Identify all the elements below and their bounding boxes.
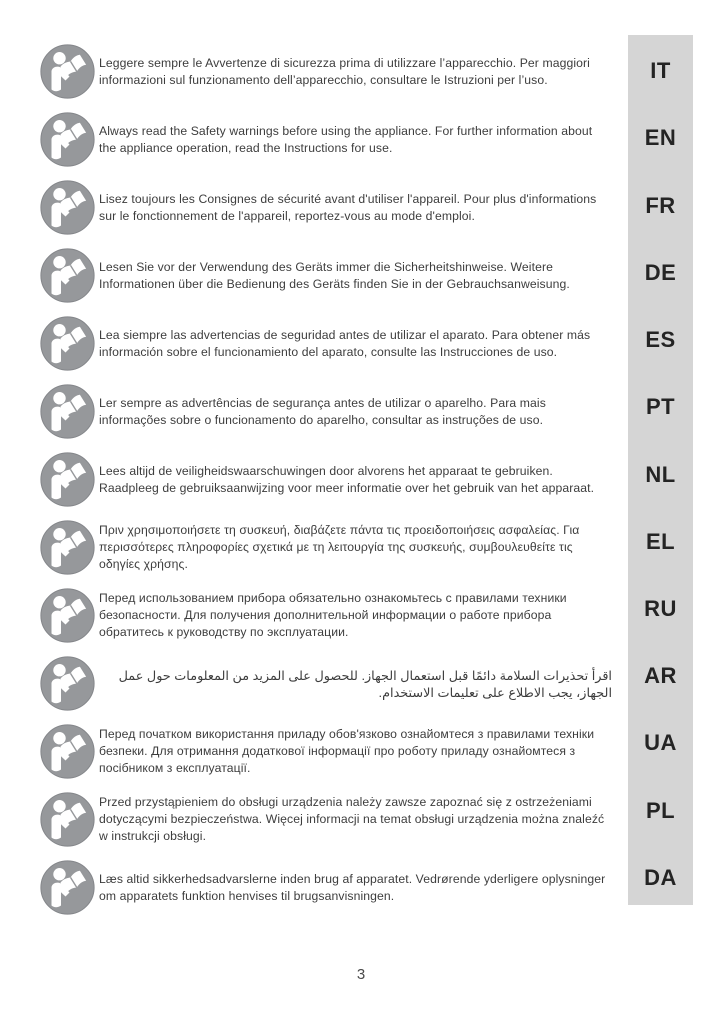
read-instructions-icon [40,792,95,847]
read-instructions-icon [40,384,95,439]
language-row [40,384,615,439]
safety-warning-text: Ler sempre as advertências de segurança antes de utilizar o aparelho. Para mais informações sobre o funcionamento do aparelho, consultar as instruções de uso. [99,395,546,427]
language-row [40,180,615,235]
language-row [40,452,615,507]
language-code-label: FR [645,192,676,218]
language-row [40,248,615,303]
language-code-label: DA [644,864,677,890]
safety-warning-text: Перед использованием прибора обязательно ознакомьтесь с правилами техники безопасности. Для получения дополнительной информации о работе прибора обратитесь к руководству по эксплуатации. [99,591,567,639]
read-instructions-icon [40,656,95,711]
language-row [40,112,615,167]
language-row [40,656,615,711]
read-instructions-icon [40,180,95,235]
language-code-label: UA [644,730,677,756]
language-row [40,44,615,99]
safety-warning-text: Πριν χρησιμοποιήσετε τη συσκευή, διαβάζετε πάντα τις προειδοποιήσεις ασφαλείας. Για περισσότερες πληροφορίες σχετικά με τη λειτουργία της συσκευής, συμβουλευθείτε τις οδηγίες χρήσης. [99,523,580,571]
read-instructions-icon [40,520,95,575]
safety-warning-text: Leggere sempre le Avvertenze di sicurezza prima di utilizzare l’apparecchio. Per maggiori informazioni sul funzionamento dell’apparecchio, consultare le Istruzioni per l’uso. [99,55,590,87]
language-rows [40,44,615,915]
read-instructions-icon [40,452,95,507]
language-code-label: AR [644,663,677,689]
read-instructions-icon [40,316,95,371]
safety-warning-text: Lea siempre las advertencias de seguridad antes de utilizar el aparato. Para obtener más información sobre el funcionamiento del aparato, consulte las Instrucciones de uso. [99,327,591,359]
read-instructions-icon [40,44,95,99]
language-code-label: ES [645,327,676,353]
read-instructions-icon [40,112,95,167]
safety-warning-text: Always read the Safety warnings before using the appliance. For further information about the appliance operation, read the Instructions for use. [99,123,593,155]
language-code-label: DE [644,259,677,285]
safety-warning-text: Lisez toujours les Consignes de sécurité avant d'utiliser l'appareil. Pour plus d'informations sur le fonctionnement de l'appareil, reportez-vous au mode d'emploi. [99,191,597,223]
read-instructions-icon [40,724,95,779]
language-row [40,792,615,847]
safety-warning-text: Lees altijd de veiligheidswaarschuwingen door alvorens het apparaat te gebruiken. Raadpleeg de gebruiksaanwijzing voor meer informatie over het gebruik van het apparaat. [99,463,595,495]
language-row [40,860,615,915]
safety-warning-text: Przed przystąpieniem do obsługi urządzenia należy zawsze zapoznać się z ostrzeżeniami dotyczącymi bezpieczeństwa. Więcej informacji na temat obsługi urządzenia można znaleźć w instrukcji obsługi. [99,795,605,843]
language-code-label: EL [645,528,676,554]
safety-warning-text: اقرأ تحذيرات السلامة دائمًا قبل استعمال الجهاز. للحصول على المزيد من المعلومات حول عمل الجهاز، يجب الاطلاع على تعليمات الاستخدام. [118,667,612,700]
language-row [40,588,615,643]
language-code-label: EN [644,125,677,151]
language-code-label: NL [645,461,676,487]
page-number: 3 [356,966,366,983]
read-instructions-icon [40,588,95,643]
language-row [40,316,615,371]
language-code-label: RU [644,595,677,621]
safety-warning-text: Læs altid sikkerhedsadvarslerne inden brug af apparatet. Vedrørende yderligere oplysninger om apparatets funktion henvises til brugsanvisningen. [99,871,606,903]
read-instructions-icon [40,248,95,303]
safety-warning-text: Lesen Sie vor der Verwendung des Geräts immer die Sicherheitshinweise. Weitere Informationen über die Bedienung des Geräts finden Sie in der Gebrauchsanweisung. [99,259,570,291]
language-row [40,724,615,779]
language-code-label: IT [650,58,671,84]
language-code-label: PL [645,797,676,823]
language-row [40,520,615,575]
read-instructions-icon [40,860,95,915]
language-code-sidebar [628,35,693,905]
language-code-label: PT [645,394,676,420]
safety-warning-text: Перед початком використання приладу обов'язково ознайомтеся з правилами техніки безпеки. Для отримання додаткової інформації про роботу приладу ознайомтеся з посібником з експлуатації. [99,727,595,775]
